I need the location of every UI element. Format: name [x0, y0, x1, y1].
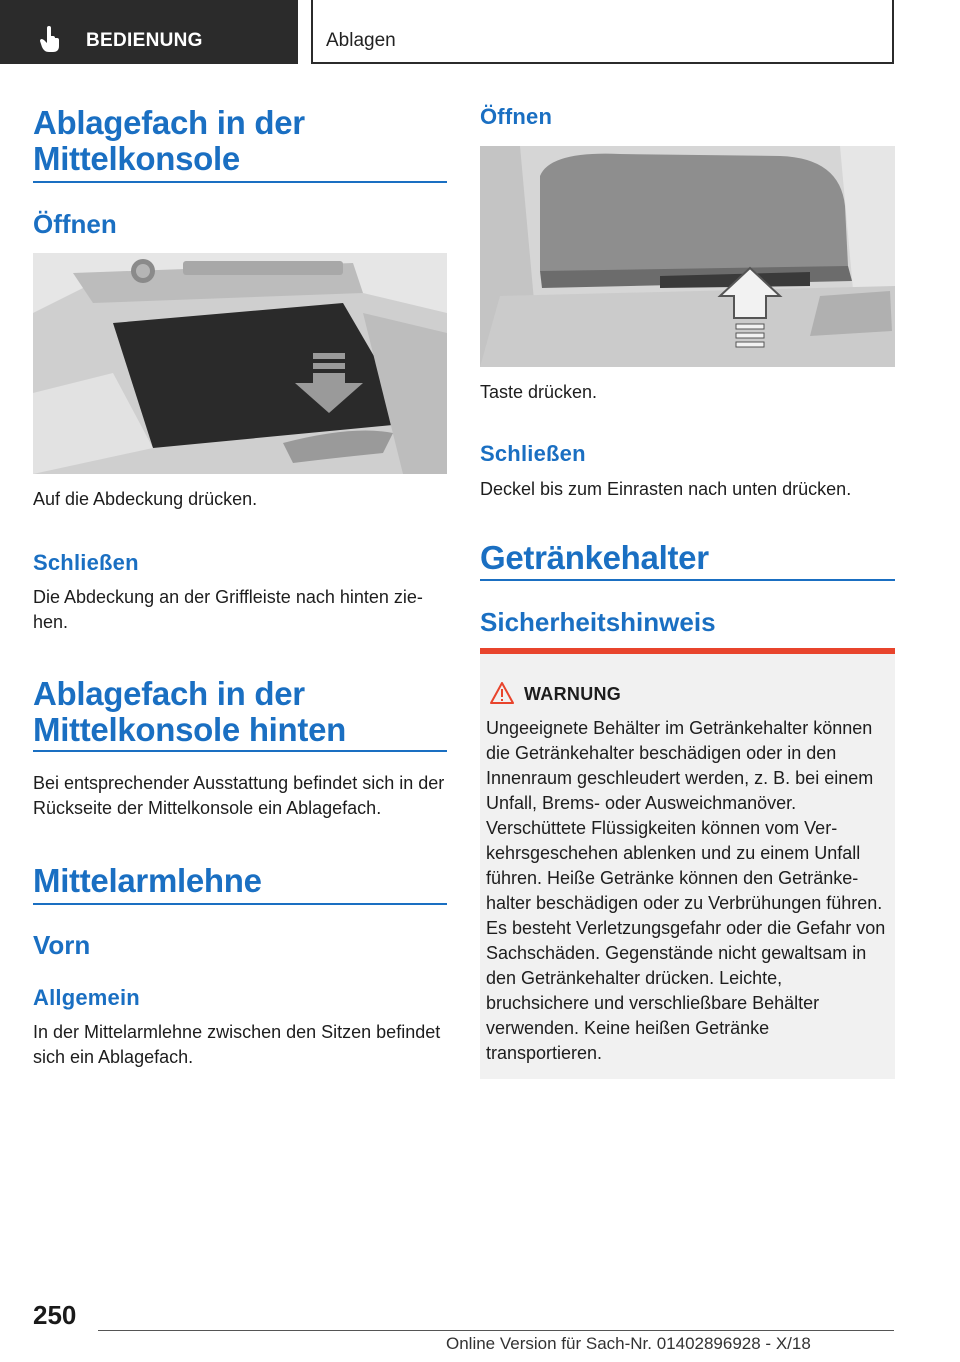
- heading-getraenkehalter: Getränkehalter: [480, 539, 709, 576]
- heading-vorn: Vorn: [33, 930, 91, 960]
- page-number: 250: [33, 1300, 77, 1330]
- caption-oeffnen-left: Auf die Abdeckung drücken.: [33, 489, 258, 509]
- warning-text: Ungeeignete Behälter im Getränkehalter können die Getränkehalter beschädigen oder in den Innenraum geschleudert werden, z. B. bei einem Unfall, Brems- oder Ausweichmanöver. Verschüttete Flüssigkeiten können vom Verkehrsgeschehen ablenken und zu einem Unfall führen. Heiße Getränke können den Getränkehalter beschädigen oder zu Verbrühungen führen. Es besteht Verletzungsgefahr oder die Gefahr von Sachschäden. Gegenstände nicht gewaltsam in den Getränkehalter drücken. Leichte, bruchsichere und verschließbare Behälter verwenden. Keine heißen Getränke transportieren.: [486, 718, 886, 1063]
- heading-allgemein: Allgemein: [33, 985, 140, 1010]
- heading-mittelarmlehne: Mittelarmlehne: [33, 862, 262, 899]
- warning-box: [480, 648, 895, 1079]
- heading-rule: [33, 750, 447, 752]
- heading-schliessen-right: Schließen: [480, 441, 586, 466]
- hand-pointer-icon: [40, 26, 62, 52]
- heading-rule: [480, 579, 895, 581]
- chapter-label: BEDIENUNG: [86, 30, 203, 51]
- text-schliessen-right: Deckel bis zum Einrasten nach unten drücken.: [480, 479, 852, 499]
- photo-center-console-cover: [33, 253, 447, 474]
- photo-armrest: [480, 146, 895, 367]
- footer-version-text: Online Version für Sach-Nr. 01402896928 - X/18: [446, 1334, 811, 1353]
- text-ablagefach-hinten: Bei entsprechender Ausstattung befindet sich in der Rückseite der Mittelkonsole ein Ablagefach.: [33, 773, 445, 818]
- heading-ablagefach-hinten: Ablagefach in der Mittelkonsole hinten: [33, 675, 347, 748]
- heading-rule: [33, 903, 447, 905]
- heading-oeffnen-right: Öffnen: [480, 104, 553, 129]
- warning-triangle-icon: [490, 682, 514, 704]
- caption-oeffnen-right: Taste drücken.: [480, 382, 598, 402]
- heading-rule: [33, 181, 447, 183]
- heading-ablagefach-mittelkonsole: Ablagefach in der Mittelkonsole: [33, 104, 305, 177]
- heading-schliessen-left: Schließen: [33, 550, 139, 575]
- chapter-tab: [0, 0, 298, 64]
- text-allgemein: In der Mittelarmlehne zwischen den Sitzen befindet sich ein Ablagefach.: [33, 1022, 441, 1067]
- heading-sicherheitshinweis: Sicherheitshinweis: [480, 607, 716, 637]
- section-header: [311, 0, 894, 64]
- warning-title: WARNUNG: [524, 684, 622, 704]
- section-label: Ablagen: [326, 30, 396, 51]
- heading-oeffnen-left: Öffnen: [33, 209, 117, 239]
- footer-rule: [98, 1330, 894, 1331]
- text-schliessen-left: Die Abdeckung an der Griffleiste nach hinten ziehen.: [33, 587, 423, 632]
